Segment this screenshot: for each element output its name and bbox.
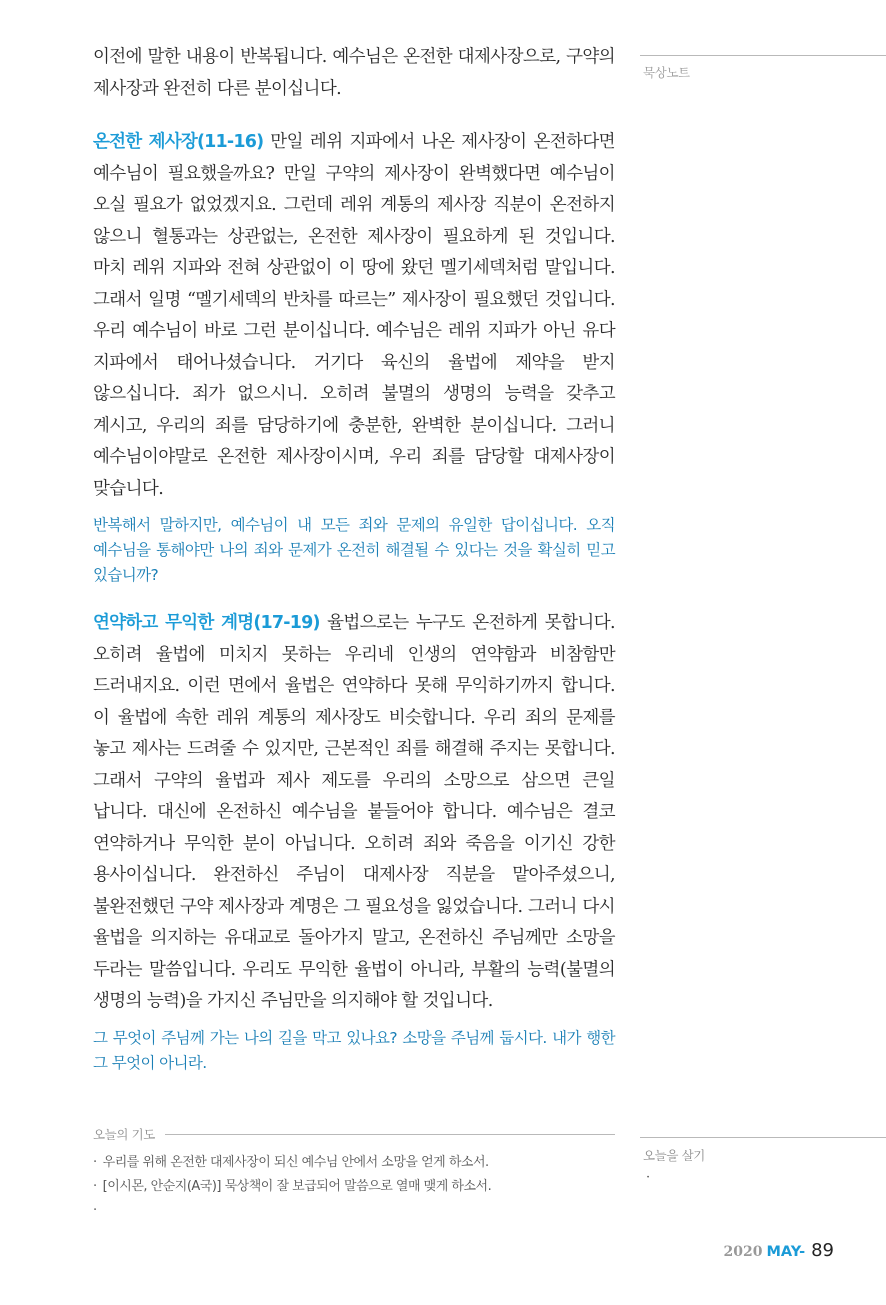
intro-paragraph: 이전에 말한 내용이 반복됩니다. 예수님은 온전한 대제사장으로, 구약의 제사장과 완전히 다른 분이십니다. bbox=[93, 47, 615, 99]
prayer-list bbox=[93, 1151, 615, 1223]
prayer-header bbox=[93, 1125, 615, 1143]
prayer-item: · 우리를 위해 온전한 대제사장이 되신 예수님 안에서 소망을 얻게 하소서. bbox=[93, 1151, 615, 1175]
living-divider bbox=[640, 1137, 886, 1138]
section2-heading: 연약하고 무익한 계명(17-19) bbox=[93, 613, 320, 633]
devotional-body bbox=[93, 42, 615, 1076]
prayer-item bbox=[93, 1199, 615, 1223]
section1-heading: 온전한 제사장(11-16) bbox=[93, 132, 264, 152]
prayer-item: · [이시몬, 안순지(A국)] 묵상책이 잘 보급되어 말씀으로 열매 맺게 하소서. bbox=[93, 1175, 615, 1199]
note-divider bbox=[640, 55, 886, 56]
section2-body: 율법으로는 누구도 온전하게 못합니다. 오히려 율법에 미치지 못하는 우리네 인생의 연약함과 비참함만 드러내지요. 이런 면에서 율법은 연약하다 못해 무익하기까지 합니다. 이 율법에 속한 레위 계통의 제사장도 비슷합니다. 우리 죄의 문제를 놓고 제사는 드려줄 수 있지만, 근본적인 죄를 해결해 주지는 못합니다. 그래서 구약의 율법과 제사 제도를 우리의 소망으로 삼으면 큰일 납니다. 대신에 온전하신 예수님을 붙들어야 합니다. 예수님은 결코 연약하거나 무익한 분이 아닙니다. 오히려 죄와 죽음을 이기신 강한 용사이십니다. 완전하신 주님이 대제사장 직분을 맡아주셨으니, 불완전했던 구약 제사장과 계명은 그 필요성을 잃었습니다. 그러니 다시 율법을 의지하는 유대교로 돌아가지 말고, 온전하신 주님께만 소망을 두라는 말씀입니다. 우리도 무익한 율법이 아니라, 부활의 능력(불멸의 생명의 능력)을 가지신 주님만을 의지해야 할 것입니다. bbox=[93, 613, 615, 1011]
meditation-note-label: 묵상노트 bbox=[643, 65, 690, 80]
section1-application: 반복해서 말하지만, 예수님이 내 모든 죄와 문제의 유일한 답이십니다. 오직 예수님을 통해야만 나의 죄와 문제가 온전히 해결될 수 있다는 것을 확실히 믿고 있습니까? bbox=[93, 516, 615, 584]
footer-month: MAY- bbox=[766, 1244, 806, 1260]
page-number: 89 bbox=[811, 1240, 834, 1261]
prayer-divider bbox=[165, 1134, 615, 1135]
page-footer bbox=[723, 1240, 834, 1261]
section2-application: 그 무엇이 주님께 가는 나의 길을 막고 있나요? 소망을 주님께 둡시다. 내가 행한 그 무엇이 아니라. bbox=[93, 1028, 615, 1072]
living-today-label: 오늘을 살기 bbox=[643, 1148, 705, 1163]
section1-body: 만일 레위 지파에서 나온 제사장이 온전하다면 예수님이 필요했을까요? 만일 구약의 제사장이 완벽했다면 예수님이 오실 필요가 없었겠지요. 그런데 레위 계통의 제사장 직분이 온전하지 않으니 혈통과는 상관없는, 온전한 제사장이 필요하게 된 것입니다. 마치 레위 지파와 전혀 상관없이 이 땅에 왔던 멜기세덱처럼 말입니다. 그래서 일명 “멜기세덱의 반차를 따르는” 제사장이 필요했던 것입니다. 우리 예수님이 바로 그런 분이십니다. 예수님은 레위 지파가 아닌 유다 지파에서 태어나셨습니다. 거기다 육신의 율법에 제약을 받지 않으십니다. 죄가 없으시니. 오히려 불멸의 생명의 능력을 갖추고 계시고, 우리의 죄를 담당하기에 충분한, 완벽한 분이십니다. 그러니 예수님이야말로 온전한 제사장이시며, 우리 죄를 담당할 대제사장이 맞습니다. bbox=[93, 132, 615, 499]
prayer-title: 오늘의 기도 bbox=[93, 1127, 155, 1142]
prayer-section bbox=[93, 1125, 615, 1223]
footer-year: 2020 bbox=[723, 1244, 763, 1260]
living-bullet: · bbox=[646, 1170, 651, 1185]
section2-paragraph bbox=[93, 608, 615, 1018]
section1-paragraph bbox=[93, 127, 615, 505]
